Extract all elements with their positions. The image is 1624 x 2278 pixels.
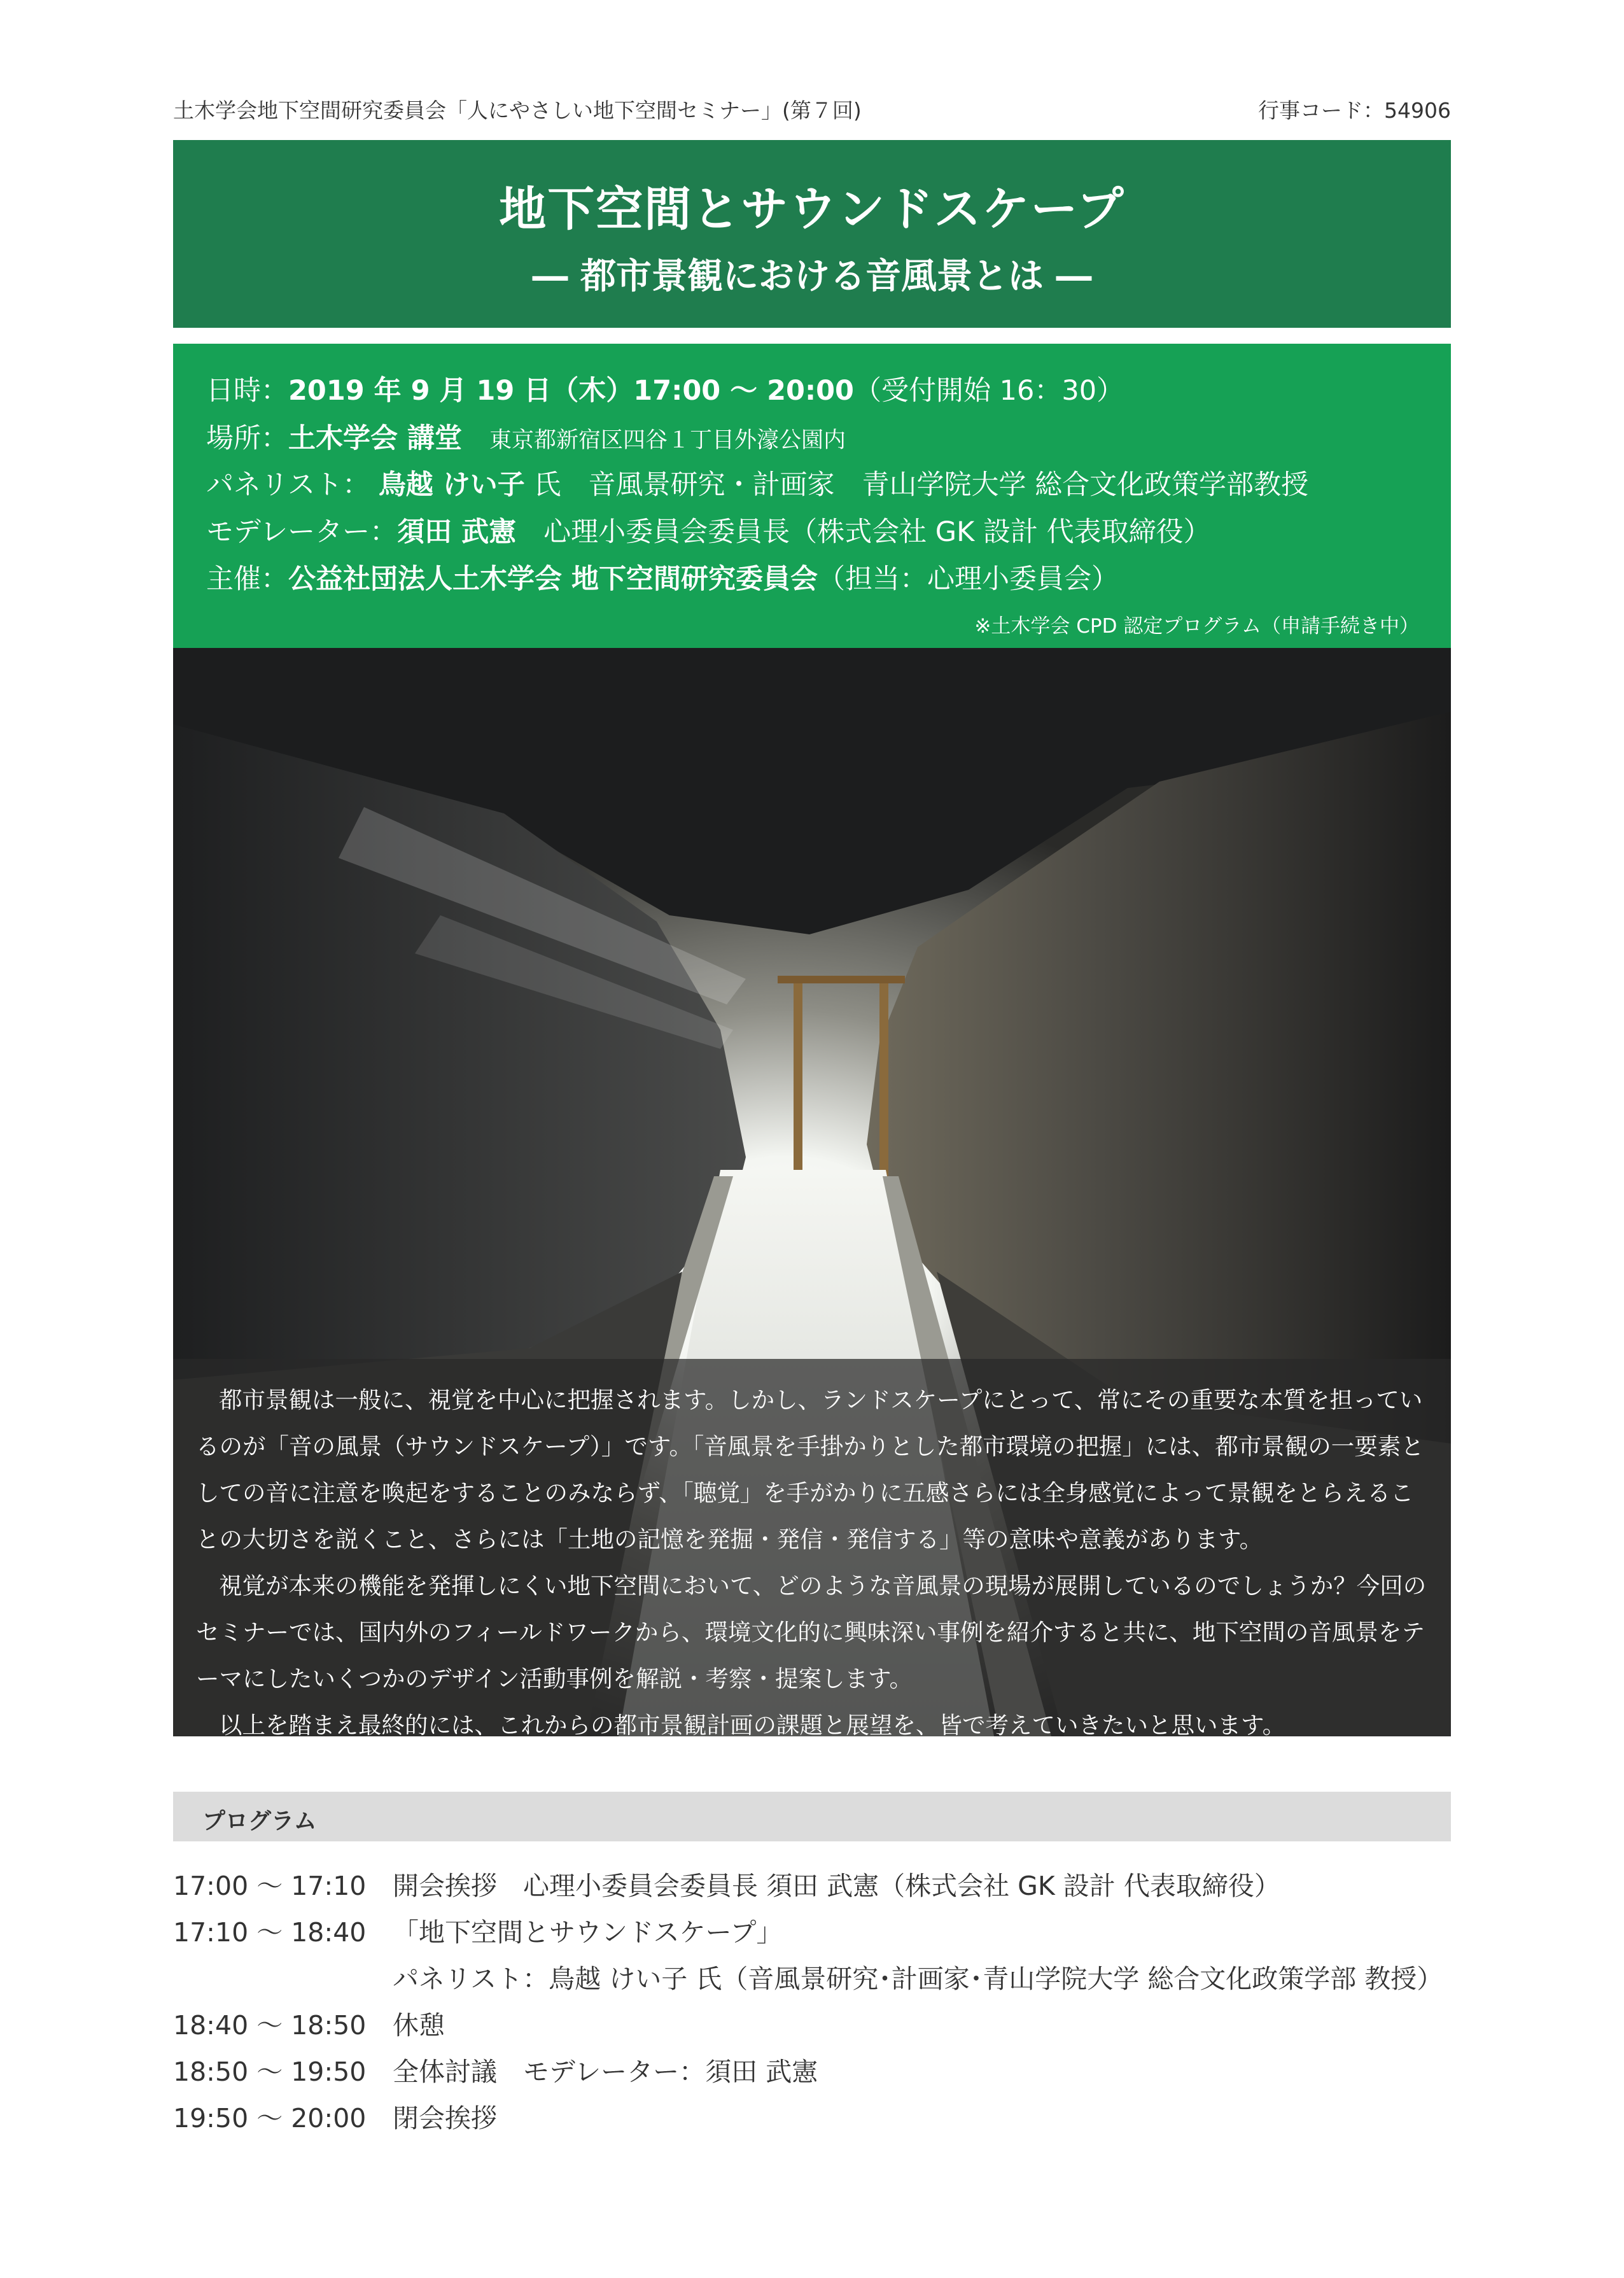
program-desc: 開会挨拶 心理小委員会委員長 須田 武憲（株式会社 GK 設計 代表取締役）: [393, 1871, 1280, 1901]
info-moderator-line: [206, 510, 1211, 549]
description-text: [196, 1377, 1431, 1748]
panelist-affiliation: 音風景研究・計画家 青山学院大学 総合文化政策学部教授: [588, 469, 1309, 501]
title-banner: [173, 140, 1451, 328]
info-panelist-line: [206, 463, 1308, 502]
info-organizer-line: [206, 558, 1119, 596]
page-subtitle: ― 都市景観における音風景とは ―: [532, 256, 1092, 297]
description-paragraph: 視覚が本来の機能を発揮しにくい地下空間において、どのような音風景の現場が展開しているのでしょうか？今回のセミナーでは、国内外のフィールドワークから、環境文化的に興味深い事例を紹介すると共に、地下空間の音風景をテーマにしたいくつかのデザイン活動事例を解説・考察・提案します。: [196, 1572, 1427, 1692]
date-label: 日時：: [206, 375, 288, 407]
place-address: 東京都新宿区四谷１丁目外濠公園内: [489, 428, 846, 453]
program-desc: 全体討議 モデレーター：須田 武憲: [393, 2057, 818, 2087]
organizer-label: 主催：: [206, 563, 288, 595]
place-value: 土木学会 講堂: [288, 423, 462, 454]
program-time: 17:10 ～ 18:40: [173, 1917, 367, 1948]
moderator-affiliation: 心理小委員会委員長（株式会社 GK 設計 代表取締役）: [543, 516, 1211, 548]
description-paragraph: 都市景観は一般に、視覚を中心に把握されます。しかし、ランドスケープにとって、常にその重要な本質を担っているのが「音の風景（サウンドスケープ）」です。「音風景を手掛かりとした都市環境の把握」には、都市景観の一要素としての音に注意を喚起をすることのみならず、「聴覚」を手がかりに五感さらには全身感覚によって景観をとらえることの大切さを説くこと、さらには「土地の記憶を発掘・発信・発信する」等の意味や意義があります。: [196, 1386, 1424, 1553]
program-time: 19:50 ～ 20:00: [173, 2103, 367, 2134]
panelist-name: 鳥越 けい子: [378, 469, 525, 501]
program-desc: 休憩: [393, 2010, 445, 2041]
event-code: 行事コード：54906: [1258, 98, 1451, 123]
event-info-panel: [173, 344, 1451, 648]
description-paragraph: 以上を踏まえ最終的には、これからの都市景観計画の課題と展望を、皆で考えていきたいと思います。: [219, 1712, 1286, 1739]
program-desc: 「地下空間とサウンドスケープ」: [393, 1917, 783, 1948]
cpd-note: ※土木学会 CPD 認定プログラム（申請手続き中）: [974, 615, 1419, 638]
panelist-label: パネリスト：: [206, 469, 370, 501]
moderator-label: モデレーター：: [206, 516, 398, 548]
program-heading: プログラム: [202, 1808, 317, 1834]
info-place-line: [206, 417, 846, 456]
description-panel: [173, 1359, 1451, 1739]
panelist-honorific: 氏: [524, 469, 561, 501]
moderator-name: 須田 武憲: [397, 516, 517, 548]
program-desc: パネリスト：鳥越 けい子 氏（音風景研究･計画家･青山学院大学 総合文化政策学部 教授）: [393, 1964, 1443, 1994]
page-title: 地下空間とサウンドスケープ: [499, 182, 1125, 237]
program-time: 18:50 ～ 19:50: [173, 2057, 367, 2087]
organizer-value: 公益社団法人土木学会 地下空間研究委員会: [288, 563, 818, 595]
program-heading-bar: [173, 1792, 1451, 1841]
date-value: 2019 年 9 月 19 日（木）17:00 ～ 20:00: [288, 375, 854, 407]
program-desc: 閉会挨拶: [393, 2103, 497, 2134]
info-date-line: [206, 369, 1124, 408]
program-time: 17:00 ～ 17:10: [173, 1871, 367, 1901]
place-label: 場所：: [206, 423, 288, 454]
date-note: （受付開始 16：30）: [853, 375, 1124, 407]
program-time: 18:40 ～ 18:50: [173, 2010, 367, 2041]
organizer-note: （担当：心理小委員会）: [817, 563, 1119, 595]
series-title: 土木学会地下空間研究委員会「人にやさしい地下空間セミナー」(第７回): [173, 98, 862, 123]
